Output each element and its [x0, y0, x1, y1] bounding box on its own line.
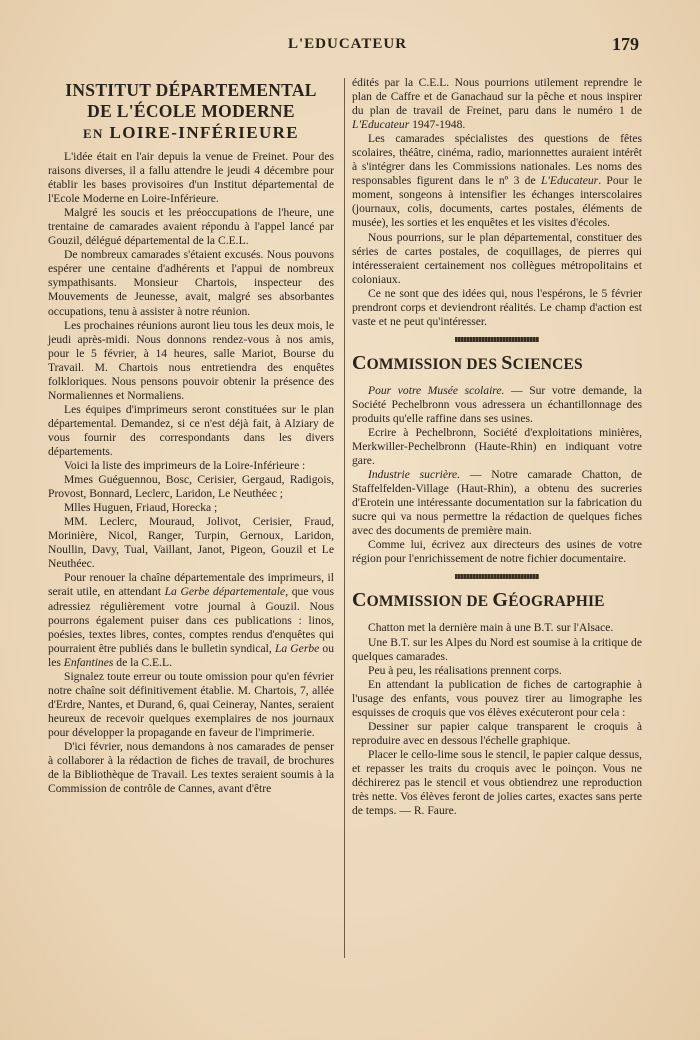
text-run: de la C.E.L. [113, 655, 172, 669]
sciences-paragraph [352, 468, 642, 538]
printer-list-mlles: Mlles Huguen, Friaud, Horecka ; [64, 501, 218, 515]
title-line-3-main: LOIRE-INFÉRIEURE [109, 123, 300, 142]
subheading: Pour votre Musée scolaire. [368, 383, 505, 397]
text-run: . Pour le moment, songeons à intensifier les échanges interscolaires (journaux, colis, documents, cartes postales, éléments de musée), les sorties et les enquêtes et les visites d'écoles. [352, 174, 642, 230]
text-run: édités par la C.E.L. Nous pourrions utilement reprendre le plan de Caffre et de Ganachaud sur la pêche et nous inspirer du plan de travail de Freinet, paru dans le numéro 1 de [352, 76, 642, 118]
page-number: 179 [612, 34, 639, 54]
article-paragraph [48, 571, 334, 669]
heading-cap: C [352, 589, 367, 612]
heading-cap: G [492, 589, 509, 612]
geographie-paragraph: Placer le cello-lime sous le stencil, le papier calque dessus, et repasser les traits du croquis avec le poinçon. Vous ne déchirerez pas le stencil et vous obtiendrez une reproduction très nette. Vos élèves feront de jolies cartes, exactes sans perte de temps. — R. Faure. [352, 747, 642, 818]
article-paragraph: L'idée était en l'air depuis la venue de Freinet. Pour des raisons diverses, il a fallu attendre le jeudi 4 décembre pour établir les bases provisoires d'un Institut départemental de l'Ecole Moderne en Loire-Inférieure. [48, 150, 334, 206]
title-line-3-prefix: EN [82, 126, 104, 141]
geographie-paragraph: Dessiner sur papier calque transparent le croquis à reproduire avec en dessous l'échelle graphique. [352, 719, 642, 747]
section-rule [455, 574, 539, 579]
sciences-paragraph: Ecrire à Pechelbronn, Société d'exploitations minières, Merkwiller-Pechelbronn (Haute-Rhin) en indiquant votre gare. [352, 425, 642, 468]
article-paragraph: Les prochaines réunions auront lieu tous les deux mois, le jeudi après-midi. Nous donnons rendez-vous à nos amis, pour le 5 février, à 14 heures, salle Mariot, Bourse du Travail. M. Chartois nous entretiendra des enquêtes folkloriques. Nous pensons pouvoir obtenir la présence des Normaliennes et Normaliens. [48, 318, 334, 402]
geographie-paragraph: Chatton met la dernière main à une B.T. sur l'Alsace. [368, 621, 614, 635]
journal-title: Enfantines [63, 655, 114, 669]
sciences-paragraph [352, 384, 642, 426]
text-run: Pour renouer la chaîne départementale des imprimeurs, il serait utile, en attendant [48, 571, 334, 599]
journal-title: La Gerbe [274, 641, 320, 655]
geographie-paragraph: En attendant la publication de fiches de cartographie à l'usage des enfants, vous pouvez tirer au limographe les esquisses de croquis que vos élèves exécuteront pour cela : [352, 677, 642, 719]
journal-title: L'Educateur [352, 118, 410, 132]
journal-title: La Gerbe départementale [164, 585, 286, 599]
left-column [48, 76, 334, 796]
text-run: , que vous adressiez régulièrement votre journal à Gouzil. Nous pourrons également puiser dans ces publications : linos, poésies, textes libres, contes, comptes rendus d'enquêtes qui pourraient être publiés dans le bulletin syndical, [48, 585, 334, 655]
article-paragraph: Les équipes d'imprimeurs seront constituées sur le plan départemental. Demandez, si ce n'est déjà fait, à Alziary de vous fournir des correspondants dans les divers départements. [48, 402, 334, 458]
journal-title: L'Educateur [540, 174, 599, 188]
text-run: ou les [48, 641, 334, 669]
heading-cap: C [352, 351, 367, 374]
printer-list-mm: MM. Leclerc, Mouraud, Jolivot, Cerisier, Fraud, Morinière, Nicol, Ranger, Turpin, Gernoux, Laridon, Noullin, Davy, Tual, Vaillant, Janot, Pigeon, Gouzil et Le Neuthéec. [48, 515, 334, 571]
printer-list-mmes: Mmes Guéguennou, Bosc, Cerisier, Gergaud, Radigois, Provost, Bonnard, Leclerc, Laridon, Le Neuthéec ; [48, 473, 334, 501]
article-paragraph: D'ici février, nous demandons à nos camarades de penser à collaborer à la rédaction de fiches de travail, de brochures de la Bibliothèque de Travail. Les textes seraient soumis à la Commission de contrôle de Cannes, avant d'être [48, 739, 334, 796]
sciences-paragraph: Comme lui, écrivez aux directeurs des usines de votre région pour l'enrichissement de notre fichier documentaire. [352, 538, 642, 566]
text-run: — Sur votre demande, la Société Pechelbronn vous adressera un échantillonnage des produits qu'elle raffine dans ses usines. [352, 383, 642, 425]
title-line-2: DE L'ÉCOLE MODERNE [87, 101, 295, 121]
title-line-1: INSTITUT DÉPARTEMENTAL [65, 80, 317, 100]
running-title: L'EDUCATEUR [288, 36, 408, 52]
right-column [352, 76, 642, 818]
title-line-3 [48, 122, 334, 144]
text-run: 1947-1948. [409, 118, 466, 132]
column-divider [344, 78, 345, 958]
geographie-paragraph: Une B.T. sur les Alpes du Nord est soumise à la critique de quelques camarades. [352, 635, 642, 663]
section-rule [455, 337, 539, 342]
subheading: Industrie sucrière. [368, 468, 461, 482]
article-paragraph: De nombreux camarades s'étaient excusés. Nous pouvons espérer une centaine d'adhérents et l'appui de nombreux sympathisants. Monsieur Chartois, inspecteur des Mouvements de Jeunesse, avait, malgré ses absorbantes occupations, tenu à assister à notre réunion. [48, 248, 334, 318]
heading-rest: CIENCES [512, 355, 583, 373]
article-continuation [352, 76, 642, 132]
geographie-paragraph: Peu à peu, les réalisations prennent corps. [368, 663, 562, 677]
article-title [48, 80, 334, 144]
article-paragraph [352, 132, 642, 230]
heading-rest: OMMISSION DE [366, 593, 493, 611]
article-paragraph: Voici la liste des imprimeurs de la Loire-Inférieure : [64, 459, 306, 473]
sciences-heading [352, 352, 642, 376]
article-paragraph: Ce ne sont que des idées qui, nous l'espérons, le 5 février prendront corps et deviendront réalités. Le champ d'action est vaste et ne peut qu'intéresser. [352, 286, 642, 328]
article-paragraph: Signalez toute erreur ou toute omission pour qu'en février notre chaîne soit définitivement établie. M. Chartois, 7, allée d'Erdre, Nantes, et Durand, 6, quai Ceineray, Nantes, seraient heureux de recevoir quelques exemplaires de nos journaux pour développer la propagande en faveur de l'imprimerie. [48, 669, 334, 739]
article-paragraph: Nous pourrions, sur le plan départemental, constituer des séries de cartes postales, de coquillages, de pierres qui intéresseraient certainement nos collègues métropolitains et coloniaux. [352, 230, 642, 286]
heading-rest: ÉOGRAPHIE [508, 593, 605, 611]
article-paragraph: Malgré les soucis et les préoccupations de l'heure, une trentaine de camarades avaient répondu à l'appel lancé par Gouzil, délégué départemental de la C.E.L. [48, 206, 334, 248]
text-run: Les camarades spécialistes des questions de fêtes scolaires, théâtre, cinéma, radio, marionnettes auraient intérêt à s'intégrer dans les Commissions nationales. Les noms des responsables figurent dans le nº 3 de [352, 132, 642, 188]
geographie-heading [352, 589, 642, 613]
running-header [0, 34, 700, 56]
heading-rest: OMMISSION DES [366, 355, 502, 373]
heading-cap: S [501, 351, 513, 374]
text-run: — Notre camarade Chatton, de Staffelfelden-Village (Haut-Rhin), a obtenu des sucreries d'Erotein une intéressante documentation sur la fabrication du sucre qui va nous permettre la rédaction de quelques fiches avec des documents de première main. [352, 468, 642, 538]
